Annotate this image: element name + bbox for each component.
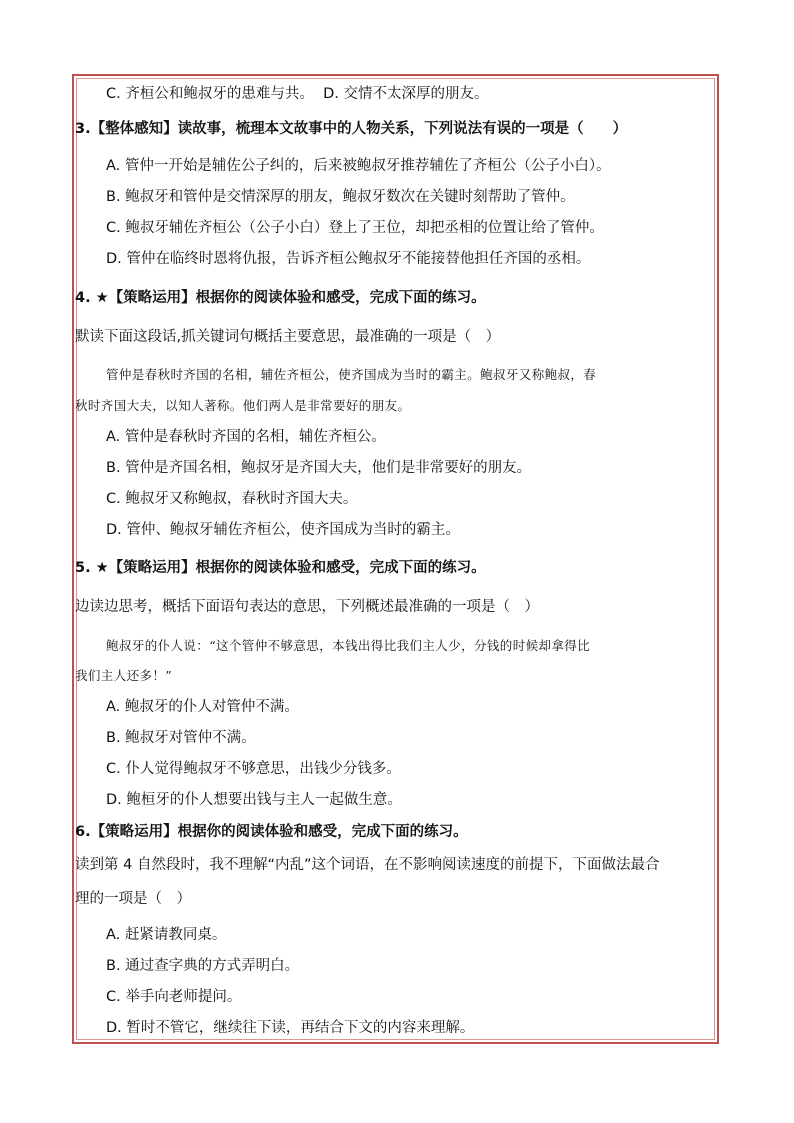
q5-option-a: A. 鲍叔牙的仆人对管仲不满。	[106, 699, 299, 715]
q3-option-b: B. 鲍叔牙和管仲是交情深厚的朋友，鲍叔牙数次在关键时刻帮助了管仲。	[106, 189, 575, 205]
q4-stem: 4. ★【策略运用】根据你的阅读体验和感受，完成下面的练习。	[75, 290, 486, 306]
q6-stem: 6.【策略运用】根据你的阅读体验和感受，完成下面的练习。	[75, 824, 468, 840]
q3-option-d: D. 管仲在临终时恩将仇报，告诉齐桓公鲍叔牙不能接替他担任齐国的丞相。	[106, 251, 591, 267]
q4-option-d: D. 管仲、鲍叔牙辅佐齐桓公，使齐国成为当时的霸主。	[106, 522, 460, 538]
q4-option-c: C. 鲍叔牙又称鲍叔，春秋时齐国大夫。	[106, 491, 358, 507]
q3-option-a: A. 管仲一开始是辅佐公子纠的，后来被鲍叔牙推荐辅佐了齐桓公（公子小白）。	[106, 158, 611, 174]
q4-option-b: B. 管仲是齐国名相，鲍叔牙是齐国大夫，他们是非常要好的朋友。	[106, 460, 532, 476]
q6-option-a: A. 赶紧请教同桌。	[106, 927, 227, 943]
q4-passage-line1: 管仲是春秋时齐国的名相，辅佐齐桓公，使齐国成为当时的霸主。鲍叔牙又称鲍叔，春	[106, 367, 597, 382]
q5-option-b: B. 鲍叔牙对管仲不满。	[106, 730, 256, 746]
q4-option-a: A. 管仲是春秋时齐国的名相，辅佐齐桓公。	[106, 429, 386, 445]
q5-stem: 5. ★【策略运用】根据你的阅读体验和感受，完成下面的练习。	[75, 560, 486, 576]
q6-prompt-line2: 理的一项是（ ）	[75, 891, 191, 907]
q2-options-cd	[106, 84, 488, 104]
q6-option-c: C. 举手向老师提问。	[106, 989, 242, 1005]
q4-prompt: 默读下面这段话,抓关键词句概括主要意思，最准确的一项是（ ）	[75, 329, 501, 345]
q2-option-c: C. 齐桓公和鲍叔牙的患难与共。	[106, 86, 314, 102]
q6-option-b: B. 通过查字典的方式弄明白。	[106, 958, 300, 974]
q2-option-d: D. 交情不太深厚的朋友。	[323, 86, 489, 102]
q5-prompt: 边读边思考，概括下面语句表达的意思，下列概述最准确的一项是（ ）	[75, 599, 539, 615]
q4-passage-line2: 秋时齐国大夫，以知人著称。他们两人是非常要好的朋友。	[75, 398, 411, 413]
q3-stem: 3.【整体感知】读故事，梳理本文故事中的人物关系，下列说法有误的一项是（ ）	[75, 121, 628, 137]
q5-passage-line2: 我们主人还多！”	[75, 668, 173, 683]
q3-option-c: C. 鲍叔牙辅佐齐桓公（公子小白）登上了王位，却把丞相的位置让给了管仲。	[106, 220, 604, 236]
q6-option-d: D. 暂时不管它，继续往下读，再结合下文的内容来理解。	[106, 1020, 475, 1036]
q5-passage-line1: 鲍叔牙的仆人说：“这个管仲不够意思，本钱出得比我们主人少，分钱的时候却拿得比	[106, 638, 591, 653]
q5-option-d: D. 鲍桓牙的仆人想要出钱与主人一起做生意。	[106, 792, 402, 808]
q6-prompt-line1: 读到第 4 自然段时，我不理解“内乱”这个词语，在不影响阅读速度的前提下，下面做法最合	[75, 857, 660, 873]
q5-option-c: C. 仆人觉得鲍叔牙不够意思，出钱少分钱多。	[106, 761, 401, 777]
